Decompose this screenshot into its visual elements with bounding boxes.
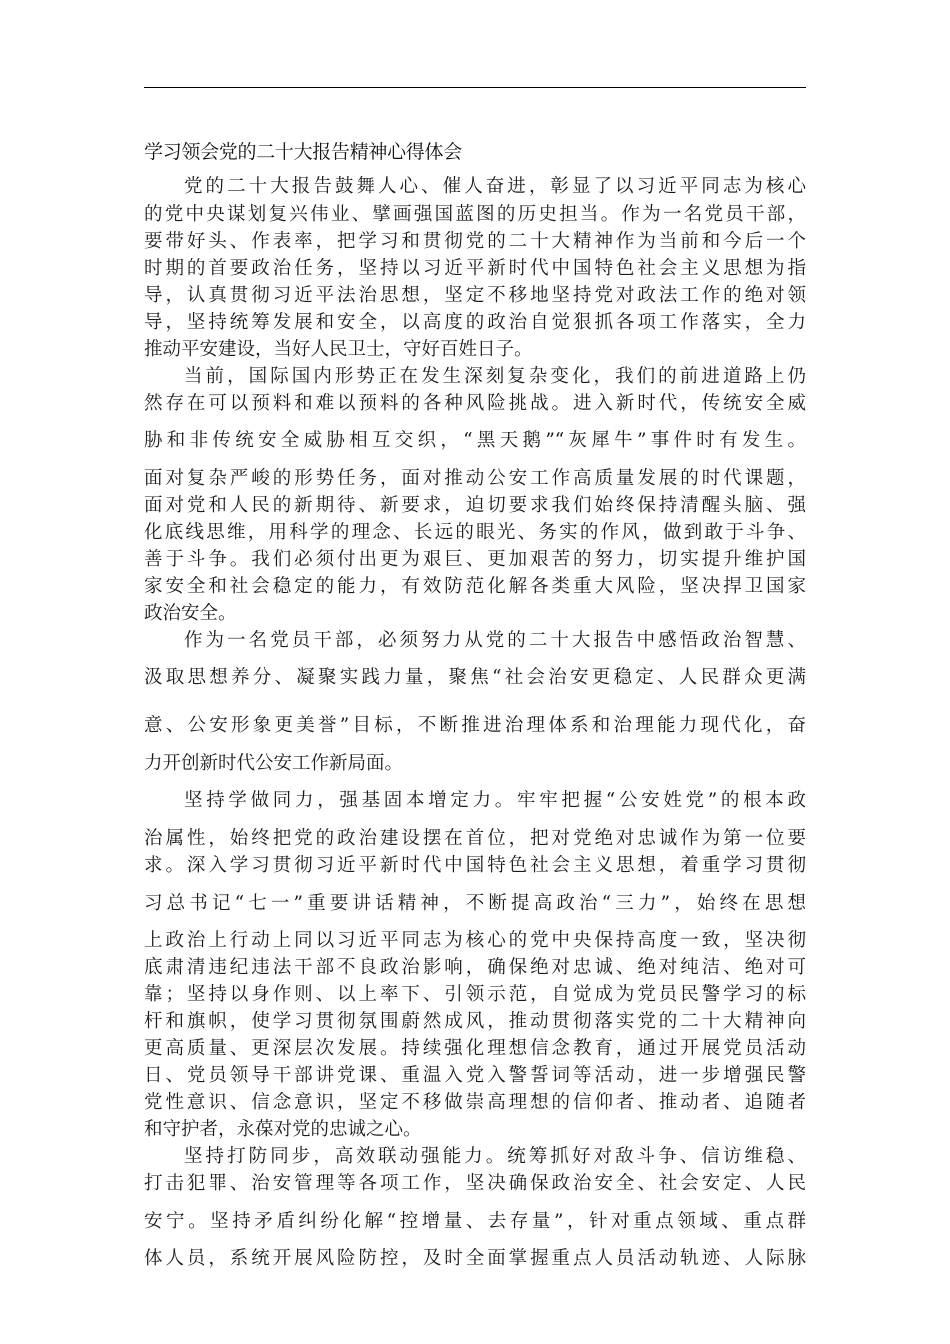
body-line: 更高质量、更深层次发展。持续强化理想信念教育，通过开展党员活动: [144, 1038, 806, 1059]
body-line: 导，认真贯彻习近平法治思想，坚定不移地坚持党对政法工作的绝对领: [144, 285, 806, 306]
body-line: 推动平安建设，当好人民卫士，守好百姓日子。: [144, 339, 533, 360]
body-line: 面对复杂严峻的形势任务，面对推动公安工作高质量发展的时代课题，: [144, 468, 806, 489]
body-line: 当前，国际国内形势正在发生深刻复杂变化，我们的前进道路上仍: [184, 366, 806, 387]
body-line: 汲取思想养分、凝聚实践力量，聚焦“社会治安更稳定、人民群众更满: [144, 667, 806, 688]
body-line: 时期的首要政治任务，坚持以习近平新时代中国特色社会主义思想为指: [144, 258, 806, 279]
body-line: 政治安全。: [144, 603, 237, 624]
body-line: 党的二十大报告鼓舞人心、催人奋进，彰显了以习近平同志为核心: [184, 176, 806, 197]
body-line: 底肃清违纪违法干部不良政治影响，确保绝对忠诚、绝对纯洁、绝对可: [144, 957, 806, 978]
body-line: 导，坚持统筹发展和安全，以高度的政治自觉狠抓各项工作落实，全力: [144, 312, 806, 333]
body-line: 意、公安形象更美誉”目标，不断推进治理体系和治理能力现代化，奋: [144, 715, 806, 736]
body-line: 面对党和人民的新期待、新要求，迫切要求我们始终保持清醒头脑、强: [144, 495, 806, 516]
body-line: 的党中央谋划复兴伟业、擘画强国蓝图的历史担当。作为一名党员干部，: [144, 204, 806, 225]
body-line: 安宁。坚持矛盾纠纷化解“控增量、去存量”，针对重点领域、重点群: [144, 1211, 806, 1232]
body-line: 日、党员领导干部讲党课、重温入党入警誓词等活动，进一步增强民警: [144, 1065, 806, 1086]
body-line: 和守护者，永葆对党的忠诚之心。: [144, 1119, 422, 1140]
body-line: 作为一名党员干部，必须努力从党的二十大报告中感悟政治智慧、: [184, 630, 806, 651]
body-line: 上政治上行动上同以习近平同志为核心的党中央保持高度一致，坚决彻: [144, 930, 806, 951]
body-line: 要带好头、作表率，把学习和贯彻党的二十大精神作为当前和今后一个: [144, 231, 806, 252]
body-line: 力开创新时代公安工作新局面。: [144, 753, 404, 774]
document-title: 学习领会党的二十大报告精神心得体会: [144, 141, 462, 163]
body-line: 家安全和社会稳定的能力，有效防范化解各类重大风险，坚决捍卫国家: [144, 576, 806, 597]
body-line: 坚持打防同步，高效联动强能力。统筹抓好对敌斗争、信访维稳、: [184, 1146, 806, 1167]
body-line: 治属性，始终把党的政治建设摆在首位，把对党绝对忠诚作为第一位要: [144, 828, 806, 849]
body-line: 杆和旗帜，使学习贯彻氛围蔚然成风，推动贯彻落实党的二十大精神向: [144, 1011, 806, 1032]
body-line: 打击犯罪、治安管理等各项工作，坚决确保政治安全、社会安定、人民: [144, 1173, 806, 1194]
body-line: 靠；坚持以身作则、以上率下、引领示范，自觉成为党员民警学习的标: [144, 984, 806, 1005]
body-line: 胁和非传统安全威胁相互交织，“黑天鹅”“灰犀牛”事件时有发生。: [144, 430, 806, 451]
body-line: 求。深入学习贯彻习近平新时代中国特色社会主义思想，着重学习贯彻: [144, 855, 806, 876]
body-line: 善于斗争。我们必须付出更为艰巨、更加艰苦的努力，切实提升维护国: [144, 549, 806, 570]
body-line: 体人员，系统开展风险防控，及时全面掌握重点人员活动轨迹、人际脉: [144, 1248, 806, 1269]
body-line: 坚持学做同力，强基固本增定力。牢牢把握“公安姓党”的根本政: [184, 790, 806, 811]
header-rule: [144, 87, 806, 88]
body-line: 然存在可以预料和难以预料的各种风险挑战。进入新时代，传统安全威: [144, 393, 806, 414]
body-line: 化底线思维，用科学的理念、长远的眼光、务实的作风，做到敢于斗争、: [144, 522, 806, 543]
body-line: 习总书记“七一”重要讲话精神，不断提高政治“三力”，始终在思想: [144, 893, 806, 914]
body-line: 党性意识、信念意识，坚定不移做崇高理想的信仰者、推动者、追随者: [144, 1092, 806, 1113]
